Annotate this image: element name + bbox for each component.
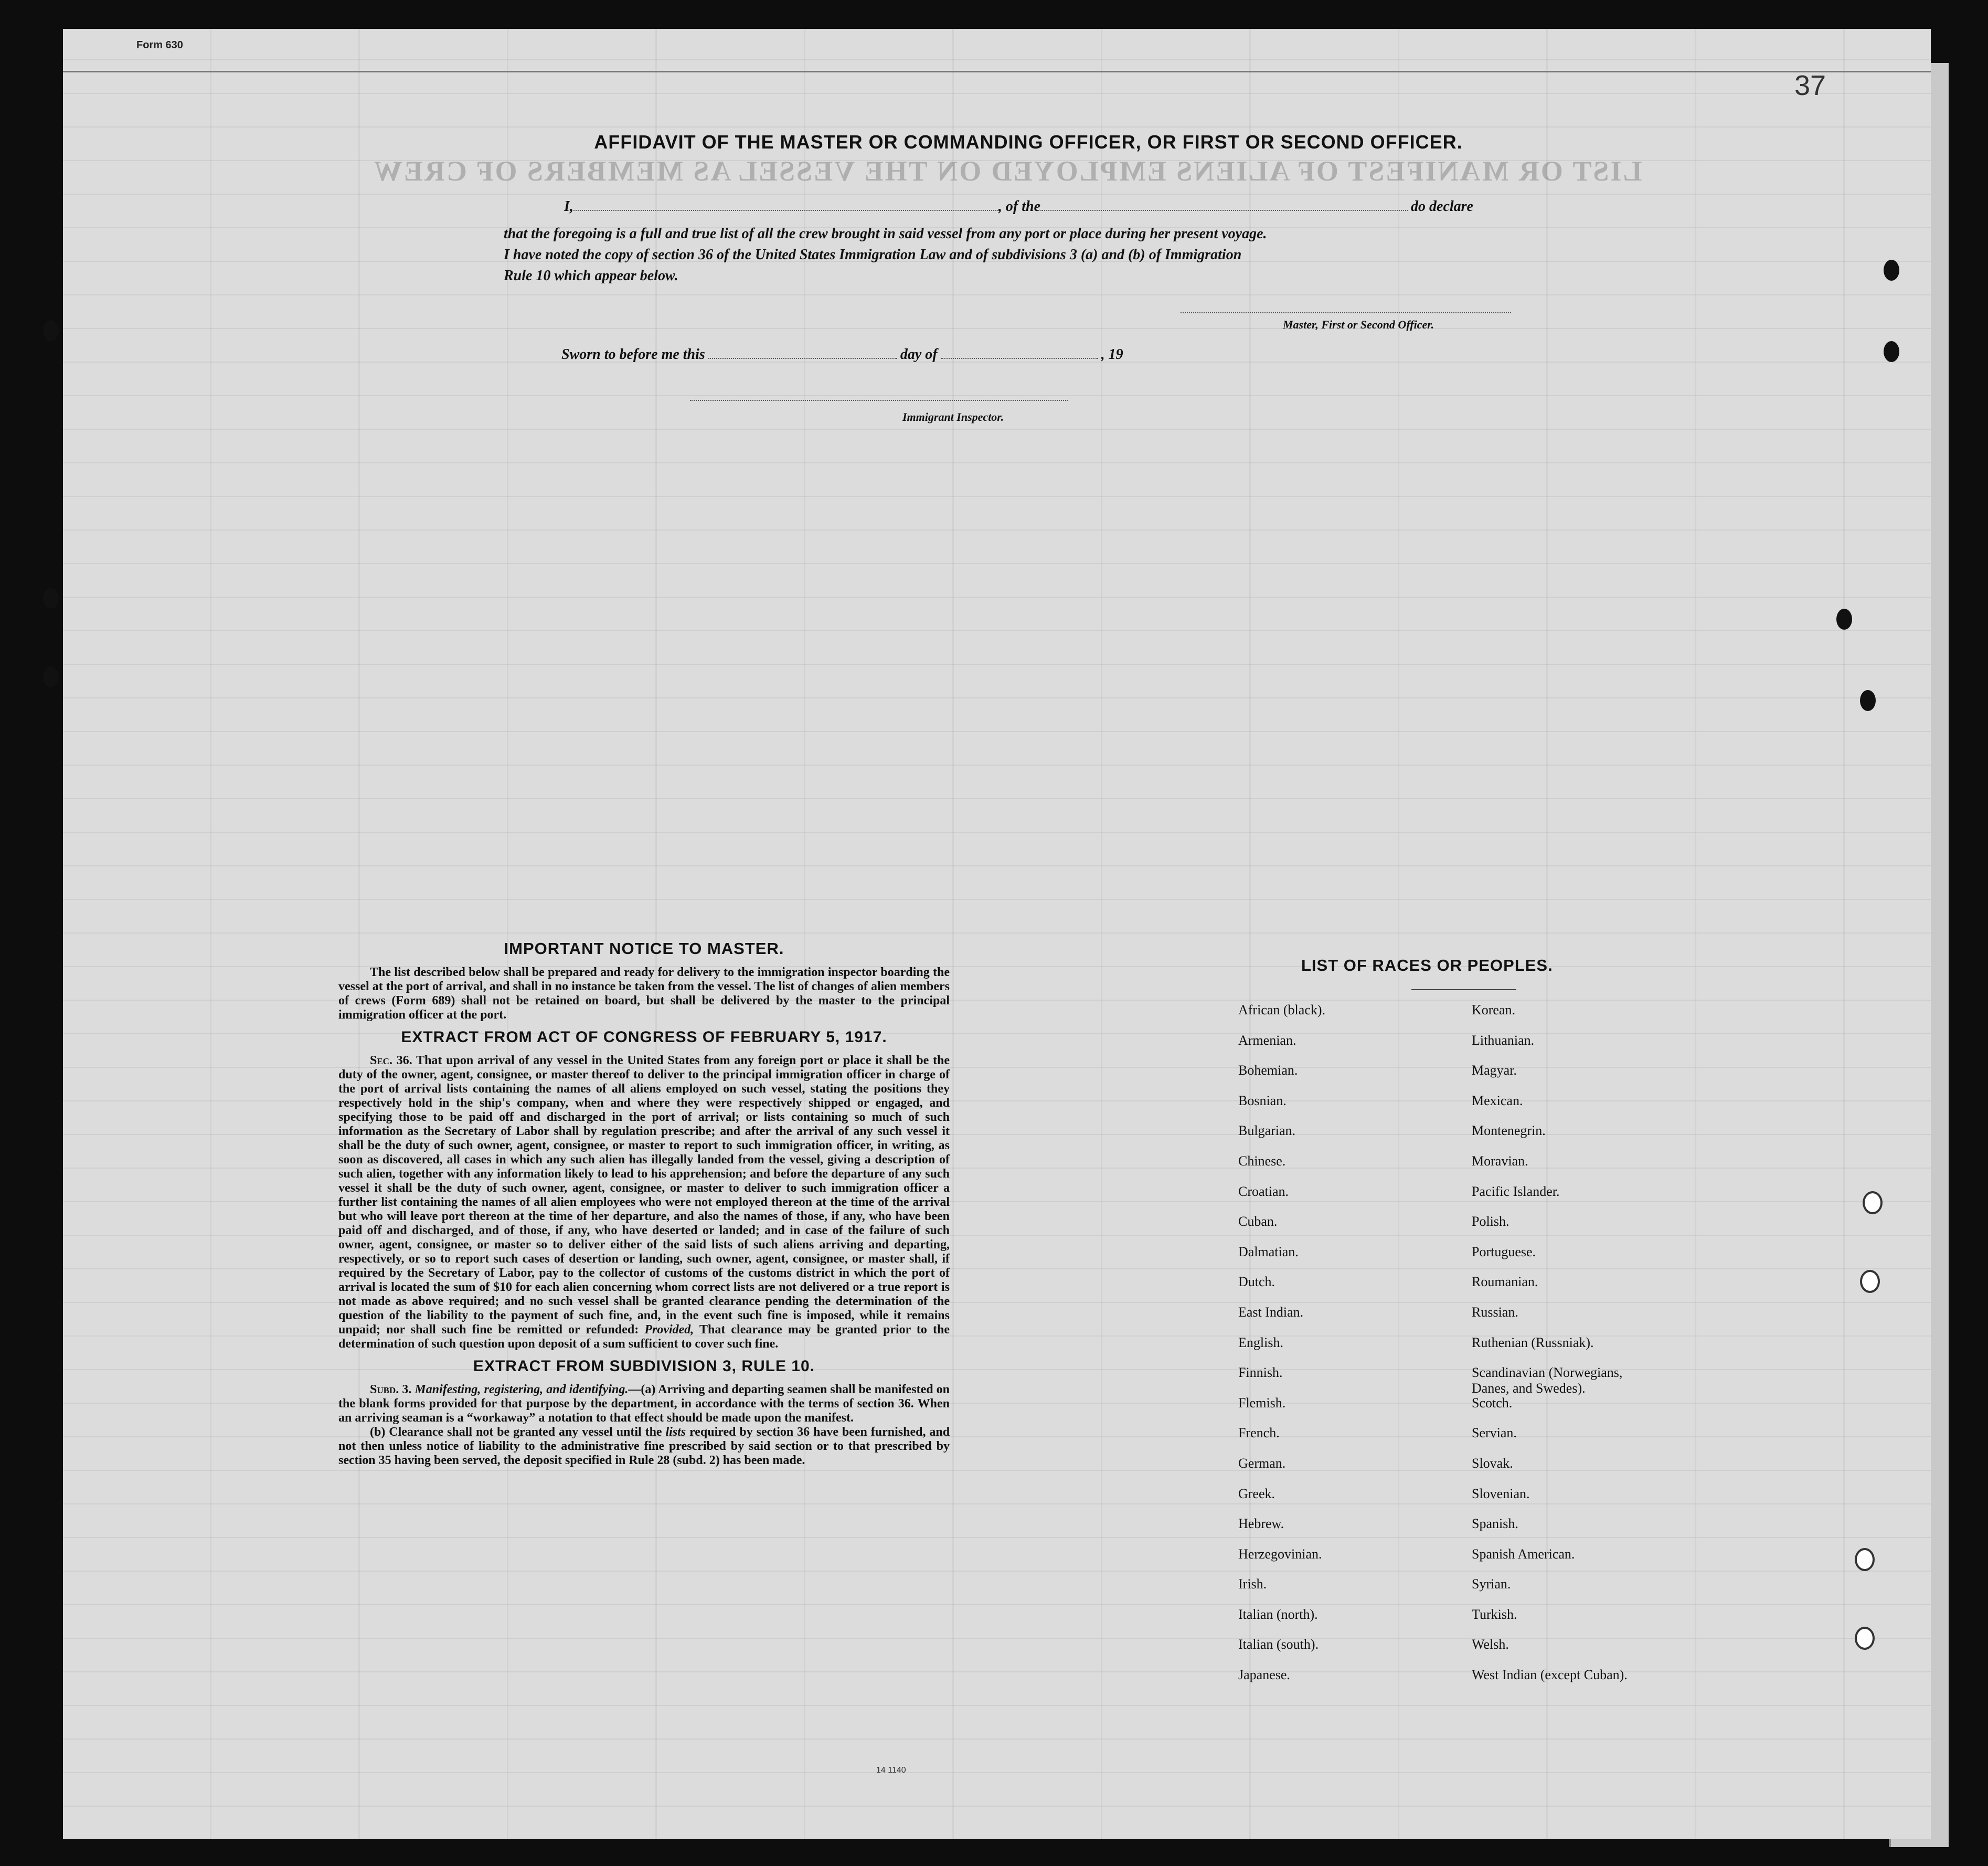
affidavit-line-4: Rule 10 which appear below. <box>504 268 678 284</box>
race-item: Welsh. <box>1472 1637 1509 1652</box>
race-item: Cuban. <box>1238 1214 1278 1229</box>
race-item: Herzegovinian. <box>1238 1546 1322 1562</box>
race-item: English. <box>1238 1334 1283 1350</box>
inspector-label: Immigrant Inspector. <box>902 410 1004 423</box>
race-item: Polish. <box>1472 1214 1509 1229</box>
section-36-body: That upon arrival of any vessel in the United States from any foreign port or place it shall be the duty of the owner, agent, consignee, or master thereof to deliver to the principal immigration officer in charge of the port of arrival lists containing the names of all aliens employed on such vessel, stating the positions they respectively hold in the ship's company, when and where they were respectively shipped or engaged, and specifying those to be paid off and discharged in the port of arrival; or lists containing so much of such information as the Secretary of Labor shall by regulation prescribe; and after the arrival of any such vessel it shall be the duty of such owner, agent, consignee, or master to report to such immigration officer, in writing, as soon as discovered, all cases in which any such alien has illegally landed from the vessel, giving a description of such alien, together with any information likely to lead to his apprehension; and before the departure of any such vessel it shall be the duty of such owner, agent, consignee, or master to deliver to such immigration officer a further list containing the names of all alien employees who were not employed thereon at the time of the arrival but who will leave port thereon at the time of her departure, and also the names of those, if any, who have been paid off and discharged, and of those, if any, who have deserted or landed; and in case of the failure of such owner, agent, consignee, or master so to deliver either of the said lists of such aliens arriving and departing, respectively, or so to report such cases of desertion or landing, such owner, agent, consignee, or master shall, if required by the Secretary of Labor, pay to the collector of customs of the customs district in which the port of arrival is located the sum of $10 for each alien concerning whom correct lists are not delivered or a true report is not made as above required; and no such vessel shall be granted clearance pending the determination of the question of the liability to the payment of such fine, and, in the event such fine is imposed, while it remains unpaid; nor shall such fine be remitted or refunded: <box>338 1054 950 1337</box>
notice-section <box>338 939 950 1468</box>
race-item: East Indian. <box>1238 1304 1304 1320</box>
punch-hole <box>43 588 59 609</box>
subdivision-b-text <box>338 1425 950 1468</box>
sworn-day-label: day of <box>900 346 938 363</box>
race-item: Mexican. <box>1472 1093 1523 1108</box>
race-item: Flemish. <box>1238 1395 1286 1411</box>
race-item: Bohemian. <box>1238 1063 1298 1078</box>
race-item: Bulgarian. <box>1238 1123 1296 1139</box>
punch-hole <box>1884 341 1899 362</box>
subdivision-a-text <box>338 1383 950 1425</box>
extract-rule-heading: EXTRACT FROM SUBDIVISION 3, RULE 10. <box>473 1358 815 1375</box>
inspector-signature-line[interactable] <box>690 400 1068 401</box>
race-item: Scandinavian (Norwegians, Danes, and Swedes). <box>1472 1365 1623 1396</box>
race-item: African (black). <box>1238 1002 1326 1017</box>
footer-print-code: 14 1140 <box>876 1766 906 1775</box>
affidavit-line-1 <box>564 198 1473 215</box>
race-item: Magyar. <box>1472 1063 1517 1078</box>
officer-label: Master, First or Second Officer. <box>1283 318 1434 331</box>
race-item: Bosnian. <box>1238 1093 1287 1108</box>
name-blank[interactable] <box>573 198 998 211</box>
race-item: Italian (south). <box>1238 1637 1319 1652</box>
race-item: Dutch. <box>1238 1274 1275 1290</box>
subdivision-a-body: Arriving and departing seamen shall be manifested on the blank forms provided for that purpose by the department, in accordance with the terms of section 36. When an arriving seaman is a “workaway” a notation to that effect should be made upon the manifest. <box>338 1383 950 1425</box>
subdivision-a-mark: —(a) <box>628 1383 656 1396</box>
affidavit-line-2: that the foregoing is a full and true list of all the crew brought in said vessel from any port or place during her present voyage. <box>504 226 1267 242</box>
affidavit-line-3: I have noted the copy of section 36 of the United States Immigration Law and of subdivisions 3 (a) and (b) of Immigration <box>504 247 1242 263</box>
bleed-through-title: LIST OR MANIFEST OF ALIENS EMPLOYED ON THE VESSEL AS MEMBERS OF CREW <box>373 155 1642 187</box>
subdivision-title: Manifesting, registering, and identifying. <box>414 1383 629 1396</box>
sworn-line <box>561 346 1123 363</box>
race-item: Chinese. <box>1238 1153 1286 1169</box>
race-item: Syrian. <box>1472 1576 1511 1592</box>
race-item: Slovenian. <box>1472 1486 1530 1501</box>
crease-line <box>63 71 1931 72</box>
subdivision-b-mark: (b) <box>370 1425 386 1439</box>
punch-hole <box>1836 609 1852 630</box>
race-item: Spanish American. <box>1472 1546 1575 1562</box>
race-item: Pacific Islander. <box>1472 1183 1560 1199</box>
race-item: Russian. <box>1472 1304 1518 1320</box>
race-item: West Indian (except Cuban). <box>1472 1667 1628 1683</box>
vessel-blank[interactable] <box>1040 198 1408 211</box>
punch-hole <box>1855 1627 1875 1650</box>
document-page <box>63 29 1931 1839</box>
race-item: Ruthenian (Russniak). <box>1472 1334 1594 1350</box>
sworn-month-blank[interactable] <box>941 346 1098 359</box>
punch-hole <box>1863 1191 1883 1214</box>
races-right-column <box>1472 1002 1628 1698</box>
race-item: Moravian. <box>1472 1153 1528 1169</box>
race-item: Scotch. <box>1472 1395 1513 1411</box>
race-item: Greek. <box>1238 1486 1275 1501</box>
section-36-provided: Provided, <box>644 1323 694 1337</box>
race-item: Slovak. <box>1472 1455 1513 1471</box>
section-36-tail: That clearance may be granted prior to the determination of such question upon deposit of a sum sufficient to cover such fine. <box>338 1323 950 1351</box>
punch-hole <box>43 320 59 341</box>
notice-body: The list described below shall be prepared and ready for delivery to the immigration inspector boarding the vessel at the port of arrival, and shall in no instance be taken from the vessel. The list of changes of alien members of crews (Form 689) shall not be retained on board, but shall be delivered by the master to the principal immigration officer at the port. <box>338 966 950 1022</box>
race-item: Irish. <box>1238 1576 1267 1592</box>
punch-hole <box>1884 260 1899 281</box>
sworn-year-label: , 19 <box>1101 346 1123 363</box>
subdivision-b-post: required by section 36 have been furnished, and not then unless notice of liability to the administrative fine prescribed by said section or to that prescribed by section 35 having been served, the deposit specified in Rule 28 (subd. 2) has been made. <box>338 1425 950 1467</box>
officer-signature-line[interactable] <box>1181 312 1511 313</box>
notice-heading: IMPORTANT NOTICE TO MASTER. <box>504 939 784 958</box>
punch-hole <box>1860 690 1876 711</box>
section-36-text <box>338 1054 950 1351</box>
affidavit-title: AFFIDAVIT OF THE MASTER OR COMMANDING OFFICER, OR FIRST OR SECOND OFFICER. <box>594 131 1463 153</box>
races-left-column <box>1238 1002 1325 1698</box>
race-item: Spanish. <box>1472 1516 1518 1532</box>
race-item: Turkish. <box>1472 1606 1517 1622</box>
punch-hole <box>1860 1270 1880 1293</box>
extract-act-heading: EXTRACT FROM ACT OF CONGRESS OF FEBRUARY 5, 1917. <box>401 1029 887 1046</box>
race-item: Dalmatian. <box>1238 1244 1299 1259</box>
races-title: LIST OF RACES OR PEOPLES. <box>1301 956 1553 974</box>
section-36-label: Sec. 36. <box>370 1054 412 1067</box>
race-item: Hebrew. <box>1238 1516 1284 1532</box>
affidavit-of-the-label: , of the <box>998 198 1041 215</box>
punch-hole <box>43 666 59 687</box>
subdivision-b-lists: lists <box>665 1425 686 1439</box>
race-item: Lithuanian. <box>1472 1032 1535 1048</box>
sworn-day-blank[interactable] <box>708 346 897 359</box>
subdivision-label: Subd. 3. <box>370 1383 412 1396</box>
race-item: Montenegrin. <box>1472 1123 1546 1139</box>
punch-hole <box>1855 1548 1875 1571</box>
race-item: Roumanian. <box>1472 1274 1538 1290</box>
race-item: Servian. <box>1472 1425 1517 1441</box>
race-item: German. <box>1238 1455 1286 1471</box>
race-item: Finnish. <box>1238 1365 1283 1381</box>
race-item: Portuguese. <box>1472 1244 1536 1259</box>
race-item: Japanese. <box>1238 1667 1290 1683</box>
race-item: Armenian. <box>1238 1032 1296 1048</box>
race-item: French. <box>1238 1425 1280 1441</box>
page-number: 37 <box>1794 70 1826 101</box>
race-item: Italian (north). <box>1238 1606 1318 1622</box>
subdivision-b-pre: Clearance shall not be granted any vessel until the <box>389 1425 662 1439</box>
races-title-rule <box>1411 989 1516 990</box>
affidavit-declare-label: do declare <box>1411 198 1473 215</box>
affidavit-i-label: I, <box>564 198 573 215</box>
sworn-prefix: Sworn to before me this <box>561 346 705 363</box>
race-item: Korean. <box>1472 1002 1516 1017</box>
form-number: Form 630 <box>136 39 183 51</box>
race-item: Croatian. <box>1238 1183 1289 1199</box>
